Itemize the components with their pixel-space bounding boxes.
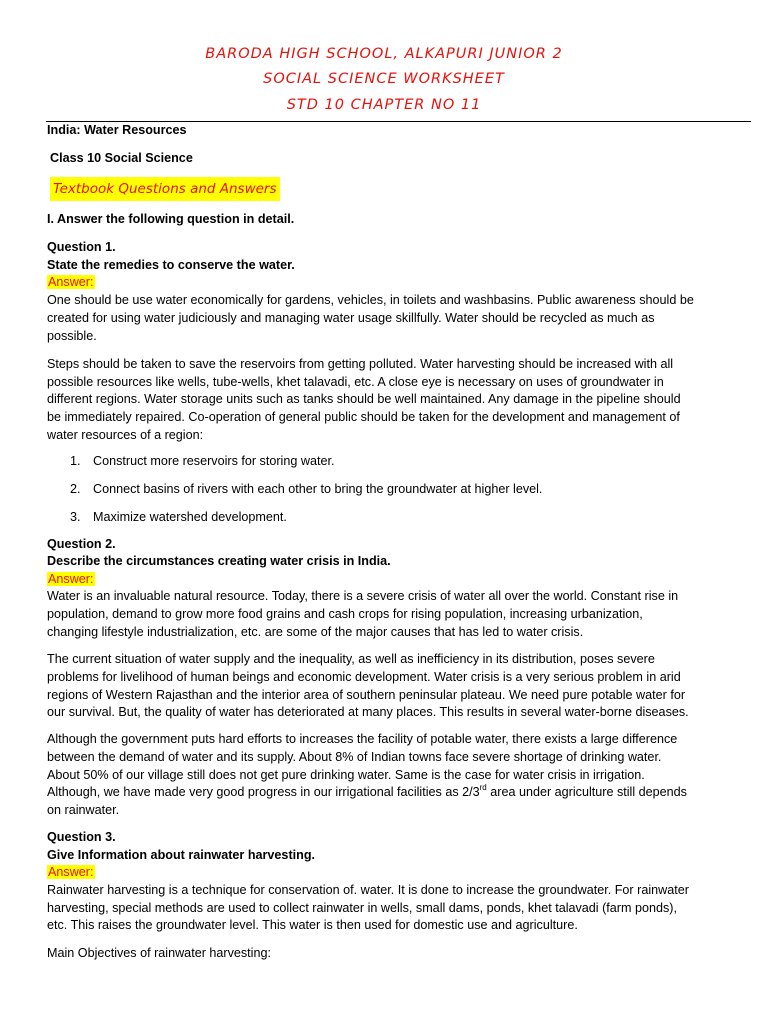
q1-answer-label — [47, 273, 95, 291]
list-number: 3. — [70, 510, 81, 524]
q3-p1-line: etc. This raises the groundwater level. This water is then used for domestic use and agriculture. — [47, 918, 578, 932]
answer-label: Answer: — [48, 865, 94, 879]
q2-p3-line: Although the government puts hard efforts to increases the facility of potable water, there exists a large difference — [47, 732, 678, 746]
section-banner: Textbook Questions and Answers — [50, 177, 280, 201]
q2-p3-line — [47, 783, 687, 801]
topic-title: India: Water Resources — [47, 123, 187, 137]
q1-p2-line: be immediately repaired. Co-operation of general public should be taken for the development and management of — [47, 410, 680, 424]
list-number: 1. — [70, 454, 81, 468]
q2-p3-line: between the demand of water and its supply. About 8% of Indian towns face severe shortage of drinking water. — [47, 750, 662, 764]
list-text: Maximize watershed development. — [93, 510, 287, 524]
school-name: BARODA HIGH SCHOOL, ALKAPURI JUNIOR 2 — [205, 46, 563, 62]
q2-answer-label — [47, 570, 95, 588]
q3-p1-line: Rainwater harvesting is a technique for conservation of. water. It is done to increase the groundwater. For rainwater — [47, 883, 689, 897]
answer-label: Answer: — [48, 572, 94, 586]
q3-p2: Main Objectives of rainwater harvesting: — [47, 946, 271, 960]
q3-p1-line: harvesting, special methods are used to collect rainwater in wells, small dams, ponds, khet talavadi (farm ponds), — [47, 901, 677, 915]
q1-question: State the remedies to conserve the water. — [47, 258, 295, 272]
q1-p2-line: possible resources like wells, tube-wells, khet talavadi, etc. A close eye is necessary on uses of groundwater in — [47, 375, 664, 389]
q1-p2-line: water resources of a region: — [47, 428, 204, 442]
q2-question: Describe the circumstances creating water crisis in India. — [47, 554, 391, 568]
list-text: Connect basins of rivers with each other to bring the groundwater at higher level. — [93, 482, 543, 496]
q1-p1-line: One should be use water economically for gardens, vehicles, in toilets and washbasins. Public awareness should be — [47, 293, 694, 307]
q2-p2-line: regions of Western Rajasthan and the interior area of southern peninsular plateau. We need pure potable water for — [47, 688, 686, 702]
q2-p1-line: Water is an invaluable natural resource. Today, there is a severe crisis of water all over the world. Constant rise in — [47, 589, 679, 603]
list-number: 2. — [70, 482, 81, 496]
q3-number: Question 3. — [47, 830, 116, 844]
q1-p1-line: created for using water judiciously and managing water usage skillfully. Water should be recycled as much as — [47, 311, 655, 325]
list-text: Construct more reservoirs for storing water. — [93, 454, 335, 468]
chapter-title: STD 10 CHAPTER NO 11 — [286, 97, 482, 113]
q2-p1-line: changing lifestyle industrialization, etc. are some of the major causes that has led to water crisis. — [47, 625, 584, 639]
q2-p3-line: About 50% of our village still does not get pure drinking water. Same is the case for water crisis in irrigation. — [47, 768, 645, 782]
q2-p2-line: problems for livelihood of human beings and economic development. Water crisis is a very serious problem in arid — [47, 670, 681, 684]
class-label: Class 10 Social Science — [50, 151, 193, 165]
q2-p1-line: population, demand to grow more food grains and cash crops for rising population, increasing urbanization, — [47, 607, 643, 621]
q1-p1-line: possible. — [47, 329, 97, 343]
q3-answer-label — [47, 863, 95, 881]
q2-number: Question 2. — [47, 537, 116, 551]
q1-p2-line: Steps should be taken to save the reservoirs from getting polluted. Water harvesting should be increased with all — [47, 357, 674, 371]
q3-question: Give Information about rainwater harvesting. — [47, 848, 316, 862]
superscript: rd — [479, 783, 487, 792]
q2-p2-line: The current situation of water supply and the inequality, as well as inefficiency in its distribution, poses severe — [47, 652, 655, 666]
q2-p3-line4-pre: Although, we have made very good progress in our irrigational facilities as 2/3 — [47, 785, 480, 799]
instruction: I. Answer the following question in detail. — [47, 212, 295, 226]
answer-label: Answer: — [48, 275, 94, 289]
q1-number: Question 1. — [47, 240, 116, 254]
worksheet-title: SOCIAL SCIENCE WORKSHEET — [263, 71, 505, 87]
q2-p3-line4-post: area under agriculture still depends — [486, 785, 687, 799]
q1-p2-line: different regions. Water storage units such as tanks should be well maintained. Any damage in the pipeline should — [47, 392, 681, 406]
q2-p2-line: our survival. But, the quality of water has deteriorated at many places. This results in several water-borne diseases. — [47, 705, 689, 719]
q2-p3-line: on rainwater. — [47, 803, 120, 817]
